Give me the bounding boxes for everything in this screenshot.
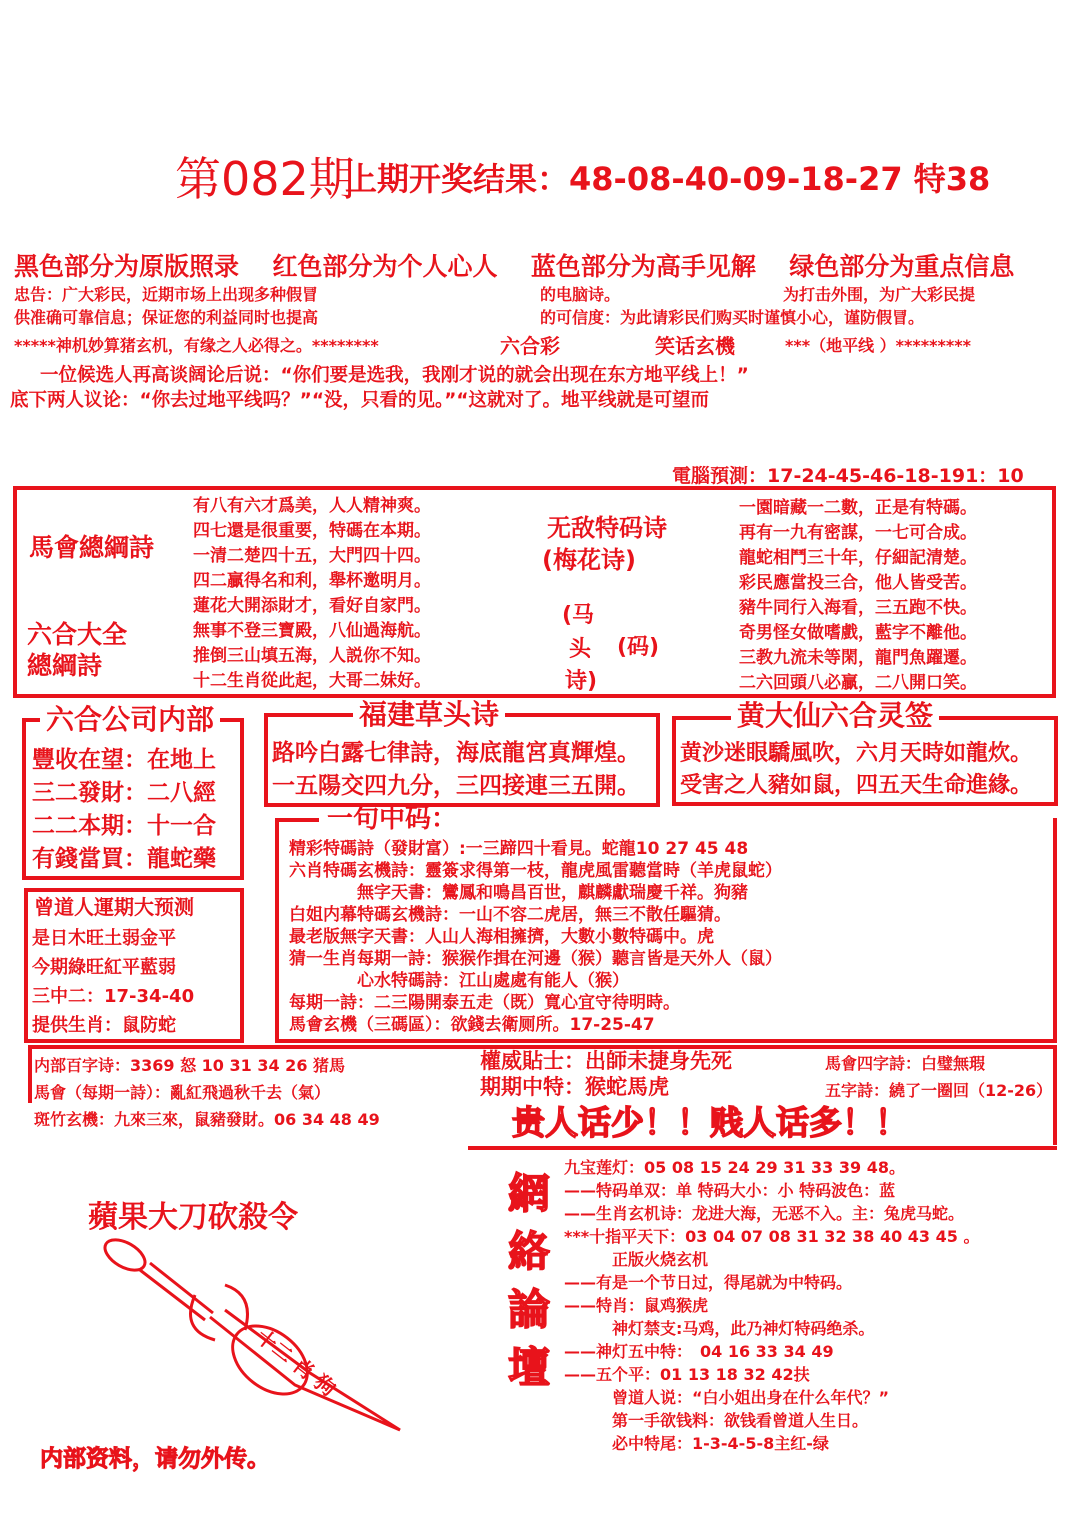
forum-line: 九宝莲灯：05 08 15 24 29 31 33 39 48。 xyxy=(564,1158,905,1177)
forum-line: 必中特尾：1-3-4-5-8主红-绿 xyxy=(564,1434,829,1453)
poem-line: 四七還是很重要，特碼在本期。 xyxy=(193,521,431,541)
forum-line: ——神灯五中特： 04 16 33 34 49 xyxy=(564,1342,834,1361)
yiju-line: 心水特碼詩：江山處處有能人（猴） xyxy=(289,971,629,991)
poem-title: 无敌特码诗 xyxy=(547,514,667,542)
banner-text: *****神机妙算猪玄机，有缘之人必得之。******** xyxy=(14,336,379,355)
company-line: 二二本期：十一合 xyxy=(32,813,216,839)
poem-title: (马 xyxy=(562,603,595,628)
legend-black: 黑色部分为原版照录 xyxy=(14,252,240,281)
fujian-line: 路吟白露七律詩，海底龍宮真輝煌。 xyxy=(272,740,640,766)
box-title: 一句中码： xyxy=(327,804,458,834)
banner-text: 笑话玄機 xyxy=(655,334,735,358)
box-title: 曾道人運期大预测 xyxy=(34,895,194,919)
company-line: 豐收在望：在地上 xyxy=(32,747,216,773)
yiju-line: 每期一詩：二三陽開泰五走（既）寬心宜守待明時。 xyxy=(289,993,680,1013)
forum-line: 第一手欲钱料：欲钱看曾道人生日。 xyxy=(564,1411,869,1430)
zeng-lines xyxy=(32,924,194,1040)
wong-box xyxy=(672,699,1058,806)
forum-line: 曾道人说：“白小姐出身在什么年代？” xyxy=(564,1388,890,1407)
issue-number: 第082期 xyxy=(175,152,355,206)
poem-title: 六合大全 xyxy=(27,620,128,649)
forum-title-char: 壇 xyxy=(508,1343,551,1392)
forum-line: ——特肖：鼠鸡猴虎 xyxy=(564,1296,709,1315)
forum-title-char: 論 xyxy=(508,1285,551,1334)
wong-line: 黄沙迷眼驕風吹，六月天時如龍炊。 xyxy=(680,741,1033,766)
legend-green: 绿色部分为重点信息 xyxy=(789,252,1015,281)
yiju-line: 猜一生肖每期一詩：猴猴作揖在河邊（猴）聽言皆是天外人（鼠） xyxy=(289,949,782,969)
zeng-line: 今期綠旺紅平藍弱 xyxy=(32,957,176,978)
info-line: 權威貼士：出師未捷身先死 xyxy=(480,1049,732,1073)
notice-line: 的可信度：为此请彩民们购买时谨慎小心，谨防假冒。 xyxy=(540,308,925,327)
notice-line: 的电脑诗。 xyxy=(540,285,621,304)
info-line: 期期中特：猴蛇馬虎 xyxy=(480,1075,669,1099)
zeng-line: 是日木旺土弱金平 xyxy=(32,928,176,949)
story-line: 一位候选人再高谈阔论后说：“你们要是选我，我刚才说的就会出现在东方地平线上！” xyxy=(40,365,749,386)
forum-title-char: 絡 xyxy=(508,1227,551,1276)
sword-text: 十二 肖 狗 xyxy=(251,1324,341,1401)
zeng-box xyxy=(24,888,244,1043)
poem-line: 四二贏得名和利，舉杯邀明月。 xyxy=(193,571,431,591)
forum-lines xyxy=(564,1156,979,1455)
notice-line: 忠告：广大彩民，近期市场上出现多种假冒 xyxy=(14,285,319,304)
forum-line: ——特码单双：单 特码大小：小 特码波色：蓝 xyxy=(564,1181,896,1200)
company-line: 三二發財：二八經 xyxy=(32,780,216,806)
poem-line: 三教九流未等閑，龍門魚躍遷。 xyxy=(739,648,977,668)
poem-line: 奇男怪女做嗜戲，藍字不離他。 xyxy=(739,623,977,643)
poem-line: 龍蛇相鬥三十年，仔細記清楚。 xyxy=(739,548,977,568)
yiju-line: 六肖特碼玄機詩：靈簽求得第一枝，龍虎風雷聽當時（羊虎鼠蛇） xyxy=(289,861,782,881)
story-line: 底下两人议论：“你去过地平线吗？”“没，只看的见。”“这就对了。地平线就是可望而 xyxy=(10,390,710,411)
poem-left xyxy=(193,494,431,694)
poem-title: 诗) xyxy=(565,669,598,694)
yiju-box xyxy=(275,804,1057,1043)
zeng-line: 提供生肖：鼠防蛇 xyxy=(32,1015,176,1036)
divider xyxy=(279,818,319,822)
poem-line: 豬牛同行入海看，三五跑不快。 xyxy=(739,598,977,618)
legend-blue: 蓝色部分为高手见解 xyxy=(530,252,756,281)
notice-line: 供准确可靠信息；保证您的利益同时也提高 xyxy=(14,308,319,327)
yiju-line: 精彩特碼詩（發財富）:一三蹄四十看見。蛇龍10 27 45 48 xyxy=(289,839,749,859)
fujian-lines xyxy=(272,737,640,803)
apple-title: 蘋果大刀砍殺令 xyxy=(88,1200,298,1235)
poem-line: 推倒三山填五海，人説你不知。 xyxy=(193,646,431,666)
divider xyxy=(1053,1045,1057,1145)
info-line: 五字詩：繞了一圈回（12-26） xyxy=(825,1081,1053,1100)
poem-line: 二六回頭八必贏，二八開口笑。 xyxy=(739,673,977,693)
legend-red: 红色部分为个人心人 xyxy=(272,252,498,281)
yiju-lines xyxy=(289,838,782,1036)
company-box xyxy=(22,703,244,880)
forum-title xyxy=(508,1165,556,1397)
bottom-left-lines xyxy=(34,1052,380,1133)
banner-text: 六合彩 xyxy=(500,334,560,358)
computer-prediction: 電腦預測：17-24-45-46-18-191：10 xyxy=(672,465,1024,487)
box-title: 福建草头诗 xyxy=(353,699,505,731)
fujian-box xyxy=(264,698,660,807)
box-title: 六合公司内部 xyxy=(40,704,220,736)
bottom-right-lines xyxy=(825,1050,1052,1104)
poem-line: 再有一九有密謀，一七可合成。 xyxy=(739,523,977,543)
company-line: 有錢當買：龍蛇藥 xyxy=(32,846,216,872)
poem-title: 馬會總綱詩 xyxy=(29,533,155,562)
sword-icon xyxy=(95,1235,415,1435)
banner-text: ***（地平线 ）********* xyxy=(785,336,971,355)
color-legend xyxy=(14,247,1014,283)
forum-line: ——五个平：01 13 18 32 42扶 xyxy=(564,1365,810,1384)
fujian-line: 一五陽交四九分，三四接連三五開。 xyxy=(272,773,640,799)
yiju-line: 最老版無字天書：人山人海相擁擠，大數小數特碼中。虎 xyxy=(289,927,714,947)
poem-line: 十二生肖從此起，大哥二妹好。 xyxy=(193,671,431,691)
poem-line: 有八有六才爲美，人人精神爽。 xyxy=(193,496,431,516)
forum-title-char: 網 xyxy=(508,1169,551,1218)
yiju-line: 白姐内幕特碼玄機詩：一山不容二虎居，無三不散任驅猜。 xyxy=(289,905,731,925)
forum-line: 神灯禁支:马鸡，此乃神灯特码绝杀。 xyxy=(564,1319,875,1338)
last-result-numbers: 48-08-40-09-18-27 特38 xyxy=(569,160,991,198)
poem-right xyxy=(739,496,977,696)
forum-line: ***十指平天下：03 04 07 08 31 32 38 40 43 45 。 xyxy=(564,1227,980,1246)
wong-lines xyxy=(680,738,1032,802)
poem-line: 一園暗藏一二數，正是有特碼。 xyxy=(739,498,977,518)
poem-line: 蓮花大開添財才，看好自家門。 xyxy=(193,596,431,616)
wong-line: 受害之人豬如鼠，四五天生命進緣。 xyxy=(680,773,1033,798)
poem-title: 總綱詩 xyxy=(27,651,103,680)
info-line: 内部百字诗：3369 怒 10 31 34 26 猪馬 xyxy=(34,1056,346,1075)
divider xyxy=(468,1146,1057,1150)
poem-line: 彩民應當投三合，他人皆受苦。 xyxy=(739,573,977,593)
poem-box xyxy=(13,486,1056,698)
forum-line: ——生肖玄机诗：龙进大海，无恶不入。主：兔虎马蛇。 xyxy=(564,1204,965,1223)
divider xyxy=(28,1045,32,1103)
company-lines xyxy=(32,744,216,876)
poem-title: 头 xyxy=(569,637,592,662)
poem-line: 無事不登三寶殿，八仙過海航。 xyxy=(193,621,431,641)
bottom-mid-lines xyxy=(480,1048,732,1100)
info-line: 斑竹玄機：九來三來，鼠豬發財。06 34 48 49 xyxy=(34,1110,380,1129)
notice-line: 为打击外围，为广大彩民提 xyxy=(783,285,976,304)
slogan: 贵人话少！！贱人话多！！ xyxy=(512,1103,908,1142)
forum-line: ——有是一个节日过，得尾就为中特码。 xyxy=(564,1273,853,1292)
box-title: 黄大仙六合灵签 xyxy=(731,700,939,732)
poem-title: (梅花诗) xyxy=(542,546,636,574)
forum-line: 正版火烧玄机 xyxy=(564,1250,709,1269)
apple-footer: 内部资料，请勿外传。 xyxy=(40,1446,270,1472)
poem-line: 一清二楚四十五，大門四十四。 xyxy=(193,546,431,566)
zeng-line: 三中二：17-34-40 xyxy=(32,986,195,1007)
info-line: 馬會（每期一詩）：亂紅飛過秋千去（氣） xyxy=(34,1083,331,1102)
yiju-line: 無字天書：鸞鳳和鳴昌百世，麒麟獻瑞慶千祥。狗豬 xyxy=(289,883,748,903)
yiju-line: 馬會玄機（三碼區）：欲錢去衛厕所。17-25-47 xyxy=(289,1015,655,1035)
last-result-label: 上期开奖结果： xyxy=(345,160,570,198)
poem-title: (码) xyxy=(617,635,660,660)
last-result xyxy=(345,154,990,200)
info-line: 馬會四字詩：白璧無瑕 xyxy=(825,1054,986,1073)
